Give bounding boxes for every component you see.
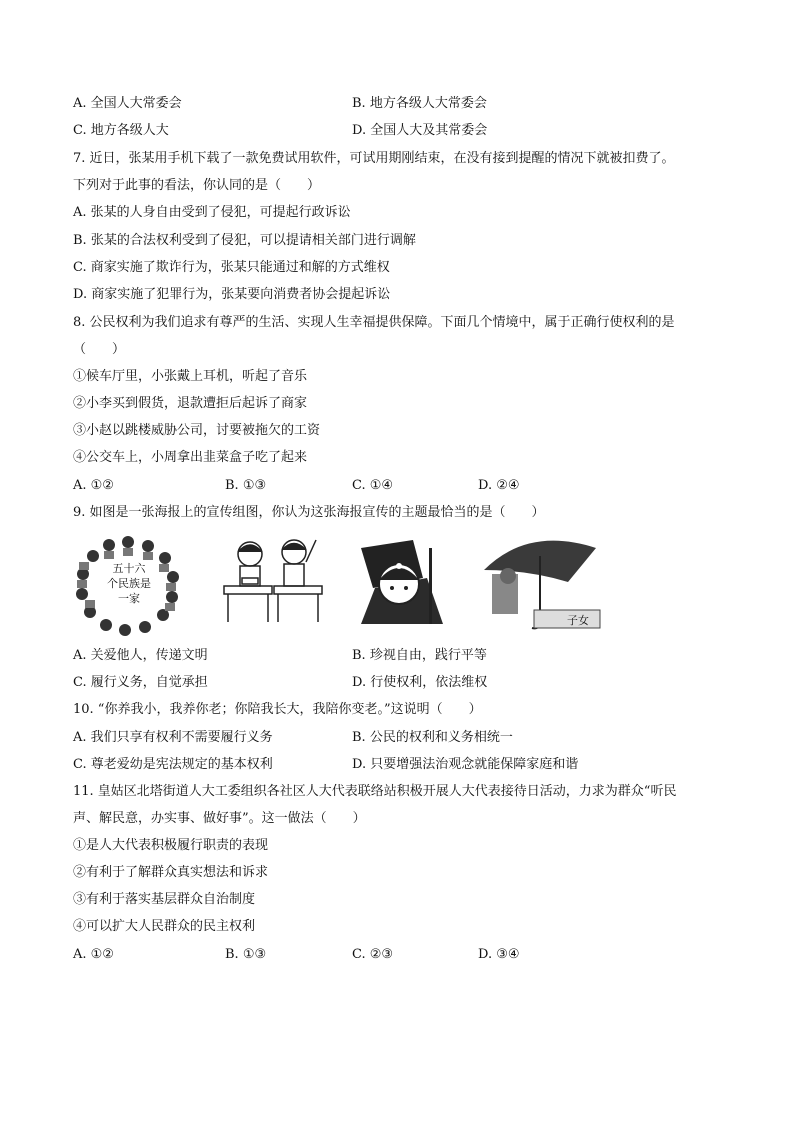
q8-item-1: ①候车厅里，小张戴上耳机，听起了音乐 xyxy=(73,369,308,384)
q9-option-b: B. 珍视自由，践行平等 xyxy=(352,648,487,663)
q8-item-3: ③小赵以跳楼威胁公司，讨要被拖欠的工资 xyxy=(73,423,321,438)
q8-option-a: A. ①② xyxy=(73,478,114,493)
q9-option-a: A. 关爱他人，传递文明 xyxy=(73,648,208,663)
q7-stem-line1: 7. 近日，张某用手机下载了一款免费试用软件，可试用期刚结束，在没有接到提醒的情况下就被扣费了。 xyxy=(73,151,675,166)
q9-stem: 9. 如图是一张海报上的宣传组图，你认为这张海报宣传的主题最恰当的是（ ） xyxy=(73,505,545,520)
q9-option-c: C. 履行义务，自觉承担 xyxy=(73,675,208,690)
poster-image-flag-figure xyxy=(353,538,448,628)
q11-option-d: D. ③④ xyxy=(478,947,520,962)
q8-item-4: ④公交车上，小周拿出韭菜盒子吃了起来 xyxy=(73,450,308,465)
q10-stem: 10. “你养我小，我养你老；你陪我长大，我陪你变老。”这说明（ ） xyxy=(73,702,482,717)
q6-option-c: C. 地方各级人大 xyxy=(73,123,169,138)
q10-option-c: C. 尊老爱幼是宪法规定的基本权利 xyxy=(73,757,273,772)
poster-image-students-desks xyxy=(218,532,328,627)
q7-option-a: A. 张某的人身自由受到了侵犯，可提起行政诉讼 xyxy=(73,205,351,220)
q11-item-2: ②有利于了解群众真实想法和诉求 xyxy=(73,865,269,880)
q11-option-b: B. ①③ xyxy=(225,947,267,962)
q11-option-c: C. ②③ xyxy=(352,947,394,962)
q6-option-b: B. 地方各级人大常委会 xyxy=(352,96,487,111)
q10-option-a: A. 我们只享有权利不需要履行义务 xyxy=(73,730,273,745)
q6-option-a: A. 全国人大常委会 xyxy=(73,96,182,111)
q10-option-b: B. 公民的权利和义务相统一 xyxy=(352,730,513,745)
pic1-text-line1: 五十六 xyxy=(112,562,146,575)
q11-stem-line1: 11. 皇姑区北塔街道人大工委组织各社区人大代表联络站积极开展人大代表接待日活动，力求为群众“听民 xyxy=(73,784,677,799)
q7-option-d: D. 商家实施了犯罪行为，张某要向消费者协会提起诉讼 xyxy=(73,287,391,302)
q7-option-b: B. 张某的合法权利受到了侵犯，可以提请相关部门进行调解 xyxy=(73,233,416,248)
q8-stem-line1: 8. 公民权利为我们追求有尊严的生活、实现人生幸福提供保障。下面几个情境中，属于正确行使权利的是 xyxy=(73,315,675,330)
q8-item-2: ②小李买到假货，退款遭拒后起诉了商家 xyxy=(73,396,308,411)
q8-option-d: D. ②④ xyxy=(478,478,520,493)
pic4-text: 子女 xyxy=(567,614,589,627)
q10-option-d: D. 只要增强法治观念就能保障家庭和谐 xyxy=(352,757,579,772)
q7-stem-line2: 下列对于此事的看法，你认同的是（ ） xyxy=(73,178,321,193)
q6-option-d: D. 全国人大及其常委会 xyxy=(352,123,488,138)
q11-item-4: ④可以扩大人民群众的民主权利 xyxy=(73,919,256,934)
q11-item-3: ③有利于落实基层群众自治制度 xyxy=(73,892,256,907)
poster-image-ethnic-unity xyxy=(73,532,183,637)
q9-option-d: D. 行使权利，依法维权 xyxy=(352,675,488,690)
pic1-text-line3: 一家 xyxy=(118,592,140,605)
q8-option-b: B. ①③ xyxy=(225,478,267,493)
pic1-text-line2: 个民族是 xyxy=(107,577,151,590)
q8-option-c: C. ①④ xyxy=(352,478,394,493)
q8-stem-line2: （ ） xyxy=(73,342,126,357)
poster-image-umbrella xyxy=(478,530,603,635)
q11-item-1: ①是人大代表积极履行职责的表现 xyxy=(73,838,269,853)
q11-option-a: A. ①② xyxy=(73,947,114,962)
q7-option-c: C. 商家实施了欺诈行为，张某只能通过和解的方式维权 xyxy=(73,260,390,275)
q11-stem-line2: 声、解民意，办实事、做好事”。这一做法（ ） xyxy=(73,811,366,826)
